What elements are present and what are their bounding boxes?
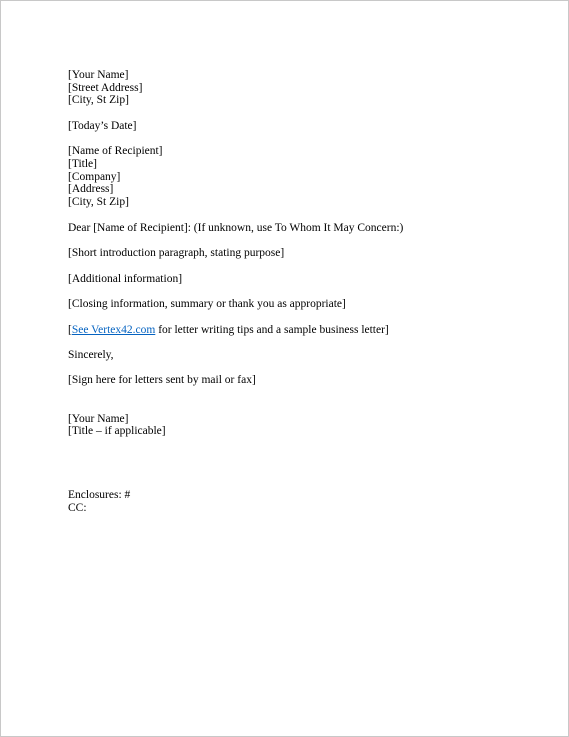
salutation: Dear [Name of Recipient]: (If unknown, use To Whom It May Concern:) xyxy=(68,221,404,234)
letter-body xyxy=(68,69,528,514)
sender-city: [City, St Zip] xyxy=(68,94,129,107)
recipient-block xyxy=(68,145,528,208)
spacer xyxy=(68,234,528,247)
recipient-company: [Company] xyxy=(68,170,121,183)
sender-street: [Street Address] xyxy=(68,81,143,94)
sender-name: [Your Name] xyxy=(68,69,129,81)
signature-note: [Sign here for letters sent by mail or fax] xyxy=(68,374,256,387)
closing: Sincerely, xyxy=(68,349,114,361)
signature-space xyxy=(68,387,528,413)
letter-date: [Today’s Date] xyxy=(68,119,137,132)
sender-block xyxy=(68,69,528,107)
closing-info-paragraph: [Closing information, summary or thank you as appropriate] xyxy=(68,298,346,311)
spacer xyxy=(68,133,528,146)
tip-suffix: for letter writing tips and a sample business letter] xyxy=(155,323,389,336)
spacer xyxy=(68,260,528,273)
tip-paragraph xyxy=(68,324,528,337)
spacer xyxy=(68,362,528,375)
recipient-city: [City, St Zip] xyxy=(68,196,129,209)
cc: CC: xyxy=(68,501,87,514)
spacer xyxy=(68,438,528,489)
spacer xyxy=(68,209,528,222)
spacer xyxy=(68,285,528,298)
spacer xyxy=(68,336,528,349)
recipient-name: [Name of Recipient] xyxy=(68,145,163,158)
vertex42-link[interactable]: See Vertex42.com xyxy=(71,323,156,336)
enclosures: Enclosures: # xyxy=(68,489,131,502)
signer-name: [Your Name] xyxy=(68,412,129,425)
tip-prefix: [ xyxy=(68,323,72,336)
recipient-address: [Address] xyxy=(68,183,114,196)
additional-paragraph: [Additional information] xyxy=(68,272,183,285)
signer-block xyxy=(68,413,528,438)
spacer xyxy=(68,311,528,324)
spacer xyxy=(68,107,528,120)
signer-title: [Title – if applicable] xyxy=(68,425,166,438)
footer-block xyxy=(68,489,528,514)
intro-paragraph: [Short introduction paragraph, stating purpose] xyxy=(68,247,285,260)
recipient-title: [Title] xyxy=(68,158,97,171)
